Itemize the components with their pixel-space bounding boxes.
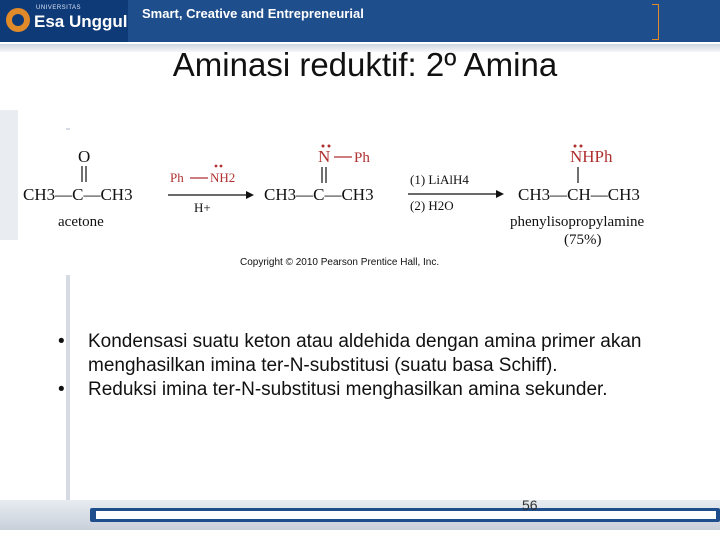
amine-nitrogen: NH2 [210, 170, 236, 185]
reduction-step-1: (1) LiAlH4 [410, 172, 469, 187]
acid-catalyst: H+ [194, 200, 211, 215]
slide-title: Aminasi reduktif: 2º Amina [172, 46, 558, 83]
bullet-dot-icon: • [58, 379, 65, 400]
ketone-chain: CH3—C—CH3 [23, 185, 133, 204]
ketone-oxygen: O [78, 147, 91, 166]
product-nhph: NHPh [570, 147, 613, 166]
bullet-dot-icon: • [58, 331, 65, 352]
logo-text: Esa Unggul [34, 12, 128, 31]
logo-emblem-icon [6, 8, 30, 32]
product-name: phenylisopropylamine [510, 214, 645, 230]
header-decoration [652, 4, 659, 40]
page-number: 56 [522, 497, 538, 513]
reduction-step-2: (2) H2O [410, 198, 454, 213]
bullet-text: Reduksi imina ter-N-substitusi menghasilkan amina sekunder. [88, 379, 608, 400]
product-yield: (75%) [564, 232, 602, 248]
bullet-text: Kondensasi suatu keton atau aldehida dengan amina primer akan menghasilkan imina ter-N-substitusi (suatu basa Schiff). [88, 331, 642, 376]
bullet-list [58, 330, 668, 402]
copyright-line: Copyright © 2010 Pearson Prentice Hall, Inc. [240, 257, 440, 268]
footer-highlight [96, 511, 716, 519]
bullet-item [58, 378, 668, 402]
amine-phenyl: Ph [170, 170, 184, 185]
header-band [0, 0, 720, 42]
imine-phenyl: Ph [354, 150, 370, 166]
product-chain: CH3—CH—CH3 [518, 185, 640, 204]
university-logo [0, 0, 128, 42]
left-frame-decoration [0, 110, 18, 240]
imine-nitrogen: N [318, 147, 331, 166]
header-tagline: Smart, Creative and Entrepreneurial [142, 6, 364, 21]
footer-bar [0, 500, 720, 530]
bullet-item [58, 330, 668, 378]
reaction-scheme [18, 130, 698, 275]
logo-caption: UNIVERSITAS [36, 5, 82, 11]
imine-chain: CH3—C—CH3 [264, 185, 374, 204]
ketone-name: acetone [58, 214, 104, 230]
